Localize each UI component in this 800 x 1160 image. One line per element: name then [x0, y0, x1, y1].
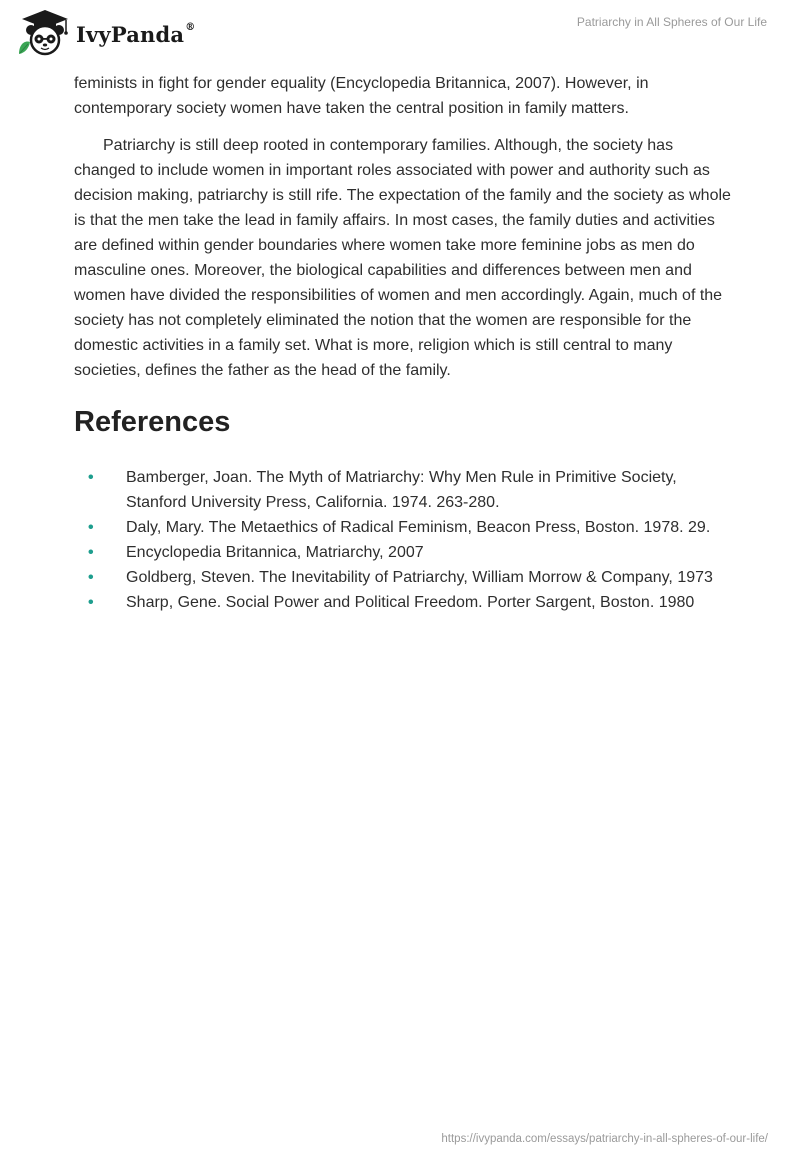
reference-text: Daly, Mary. The Metaethics of Radical Feminism, Beacon Press, Boston. 1978. 29. — [126, 519, 711, 536]
page-header — [0, 0, 800, 70]
essay-content — [74, 71, 734, 615]
body-paragraph: Patriarchy is still deep rooted in contemporary families. Although, the society has changed to include women in important roles associated with power and authority such as decision making, patriarchy is still rife. The expectation of the family and the society as whole is that the men take the lead in family affairs. In most cases, the family duties and activities are defined within gender boundaries where women take more feminine jobs as men do masculine ones. Moreover, the biological capabilities and differences between men and women have divided the responsibilities of women and men accordingly. Again, much of the society has not completely eliminated the notion that the women are responsible for the domestic activities in a family set. What is more, religion which is still central to many societies, defines the father as the head of the family. — [74, 137, 731, 379]
reference-text: Bamberger, Joan. The Myth of Matriarchy: Why Men Rule in Primitive Society, Stanford University Press, California. 1974. 263-280. — [126, 469, 677, 511]
reference-text: Encyclopedia Britannica, Matriarchy, 2007 — [126, 544, 424, 561]
reference-item — [74, 590, 734, 615]
reference-text: Sharp, Gene. Social Power and Political Freedom. Porter Sargent, Boston. 1980 — [126, 594, 695, 611]
reference-item — [74, 465, 734, 515]
bullet-icon: • — [88, 594, 94, 611]
panda-graduation-cap-icon — [16, 8, 74, 58]
source-url-link[interactable]: https://ivypanda.com/essays/patriarchy-in-all-spheres-of-our-life/ — [441, 1133, 768, 1145]
references-list — [74, 465, 734, 615]
bullet-icon: • — [88, 569, 94, 586]
body-paragraph: feminists in fight for gender equality (Encyclopedia Britannica, 2007). However, in contemporary society women have taken the central position in family matters. — [74, 75, 649, 117]
references-heading: References — [74, 406, 231, 438]
reference-item — [74, 515, 734, 540]
bullet-icon: • — [88, 544, 94, 561]
ivypanda-logo[interactable] — [16, 8, 195, 58]
bullet-icon: • — [88, 469, 94, 486]
brand-name: IvyPanda® — [76, 21, 196, 47]
reference-item — [74, 565, 734, 590]
bullet-icon: • — [88, 519, 94, 536]
reference-item — [74, 540, 734, 565]
reference-text: Goldberg, Steven. The Inevitability of Patriarchy, William Morrow & Company, 1973 — [126, 569, 713, 586]
document-title: Patriarchy in All Spheres of Our Life — [576, 15, 767, 29]
